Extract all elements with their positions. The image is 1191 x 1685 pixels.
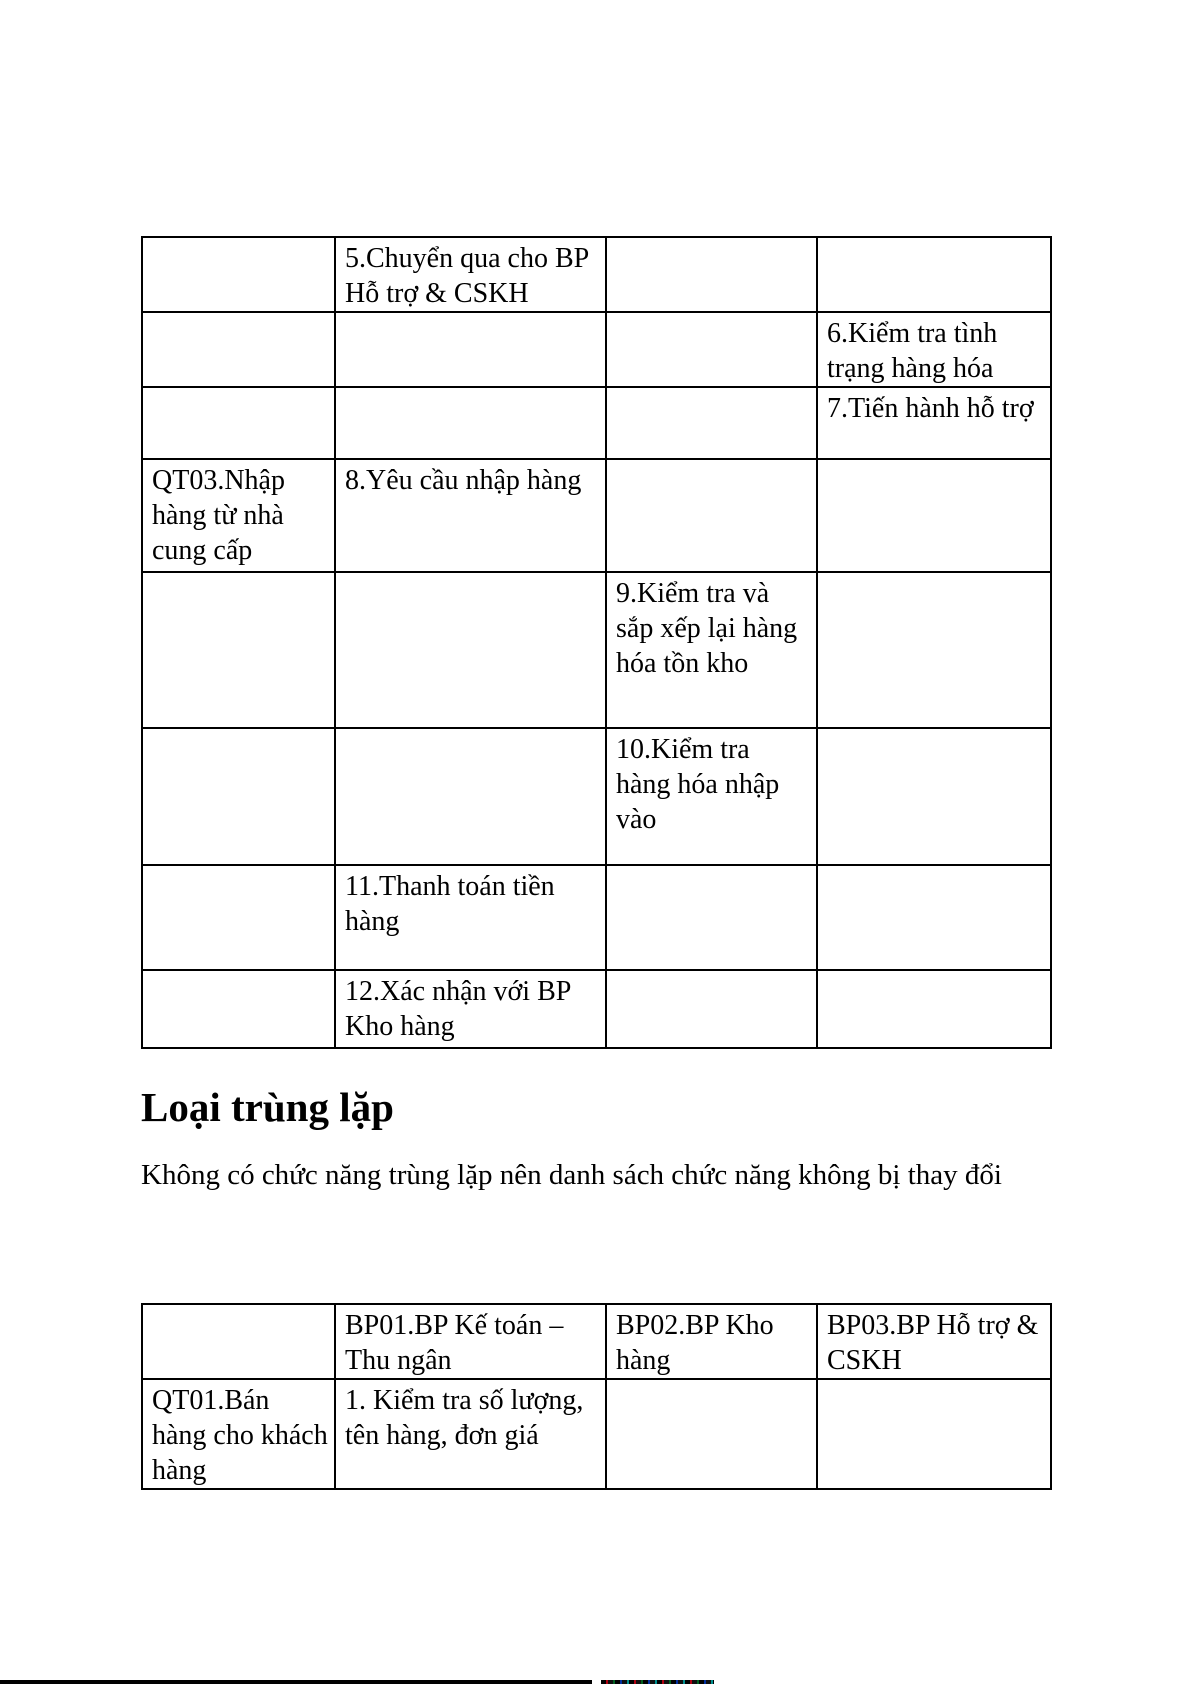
table-cell	[335, 572, 606, 728]
table-header-cell: BP01.BP Kế toán – Thu ngân	[335, 1304, 606, 1379]
table-cell	[606, 970, 817, 1048]
table-cell	[142, 312, 335, 387]
table-cell	[817, 237, 1051, 312]
table-cell	[606, 387, 817, 459]
table-cell: QT03.Nhập hàng từ nhà cung cấp	[142, 459, 335, 572]
table-cell	[606, 459, 817, 572]
table-cell: 8.Yêu cầu nhập hàng	[335, 459, 606, 572]
table-row	[142, 459, 1051, 572]
table-cell	[606, 865, 817, 970]
table-cell	[817, 728, 1051, 865]
table-header-cell	[142, 1304, 335, 1379]
table-row	[142, 1379, 1051, 1489]
table-row	[142, 237, 1051, 312]
bottom-edge-bar	[0, 1680, 592, 1684]
section-paragraph: Không có chức năng trùng lặp nên danh sách chức năng không bị thay đổi	[141, 1159, 1002, 1191]
table-cell: 1. Kiểm tra số lượng, tên hàng, đơn giá	[335, 1379, 606, 1489]
table-cell	[142, 387, 335, 459]
table-row	[142, 387, 1051, 459]
table-header-cell: BP03.BP Hỗ trợ & CSKH	[817, 1304, 1051, 1379]
table-cell: QT01.Bán hàng cho khách hàng	[142, 1379, 335, 1489]
table-cell: 5.Chuyển qua cho BP Hỗ trợ & CSKH	[335, 237, 606, 312]
table-cell	[142, 970, 335, 1048]
table-cell	[142, 865, 335, 970]
table-cell: 10.Kiểm tra hàng hóa nhập vào	[606, 728, 817, 865]
table-cell	[817, 459, 1051, 572]
table-cell	[817, 970, 1051, 1048]
table-cell	[817, 572, 1051, 728]
table-cell: 11.Thanh toán tiền hàng	[335, 865, 606, 970]
section-heading: Loại trùng lặp	[141, 1084, 394, 1130]
table-row	[142, 572, 1051, 728]
table-cell: 12.Xác nhận với BP Kho hàng	[335, 970, 606, 1048]
table-row	[142, 312, 1051, 387]
table-cell	[142, 728, 335, 865]
table-cell	[335, 728, 606, 865]
table-cell	[606, 237, 817, 312]
table-cell	[142, 572, 335, 728]
table-cell	[817, 1379, 1051, 1489]
table-row	[142, 865, 1051, 970]
duplicate-check-table	[141, 1303, 1052, 1490]
table-cell	[606, 312, 817, 387]
table-row	[142, 728, 1051, 865]
table-cell: 9.Kiểm tra và sắp xếp lại hàng hóa tồn kho	[606, 572, 817, 728]
table-cell	[335, 312, 606, 387]
table-cell	[142, 237, 335, 312]
table-cell	[335, 387, 606, 459]
process-table	[141, 236, 1052, 1049]
table-cell: 7.Tiến hành hỗ trợ	[817, 387, 1051, 459]
table-header-row	[142, 1304, 1051, 1379]
table-header-cell: BP02.BP Kho hàng	[606, 1304, 817, 1379]
table-cell: 6.Kiểm tra tình trạng hàng hóa	[817, 312, 1051, 387]
table-row	[142, 970, 1051, 1048]
bottom-edge-artifact	[601, 1680, 714, 1684]
table-cell	[606, 1379, 817, 1489]
table-cell	[817, 865, 1051, 970]
